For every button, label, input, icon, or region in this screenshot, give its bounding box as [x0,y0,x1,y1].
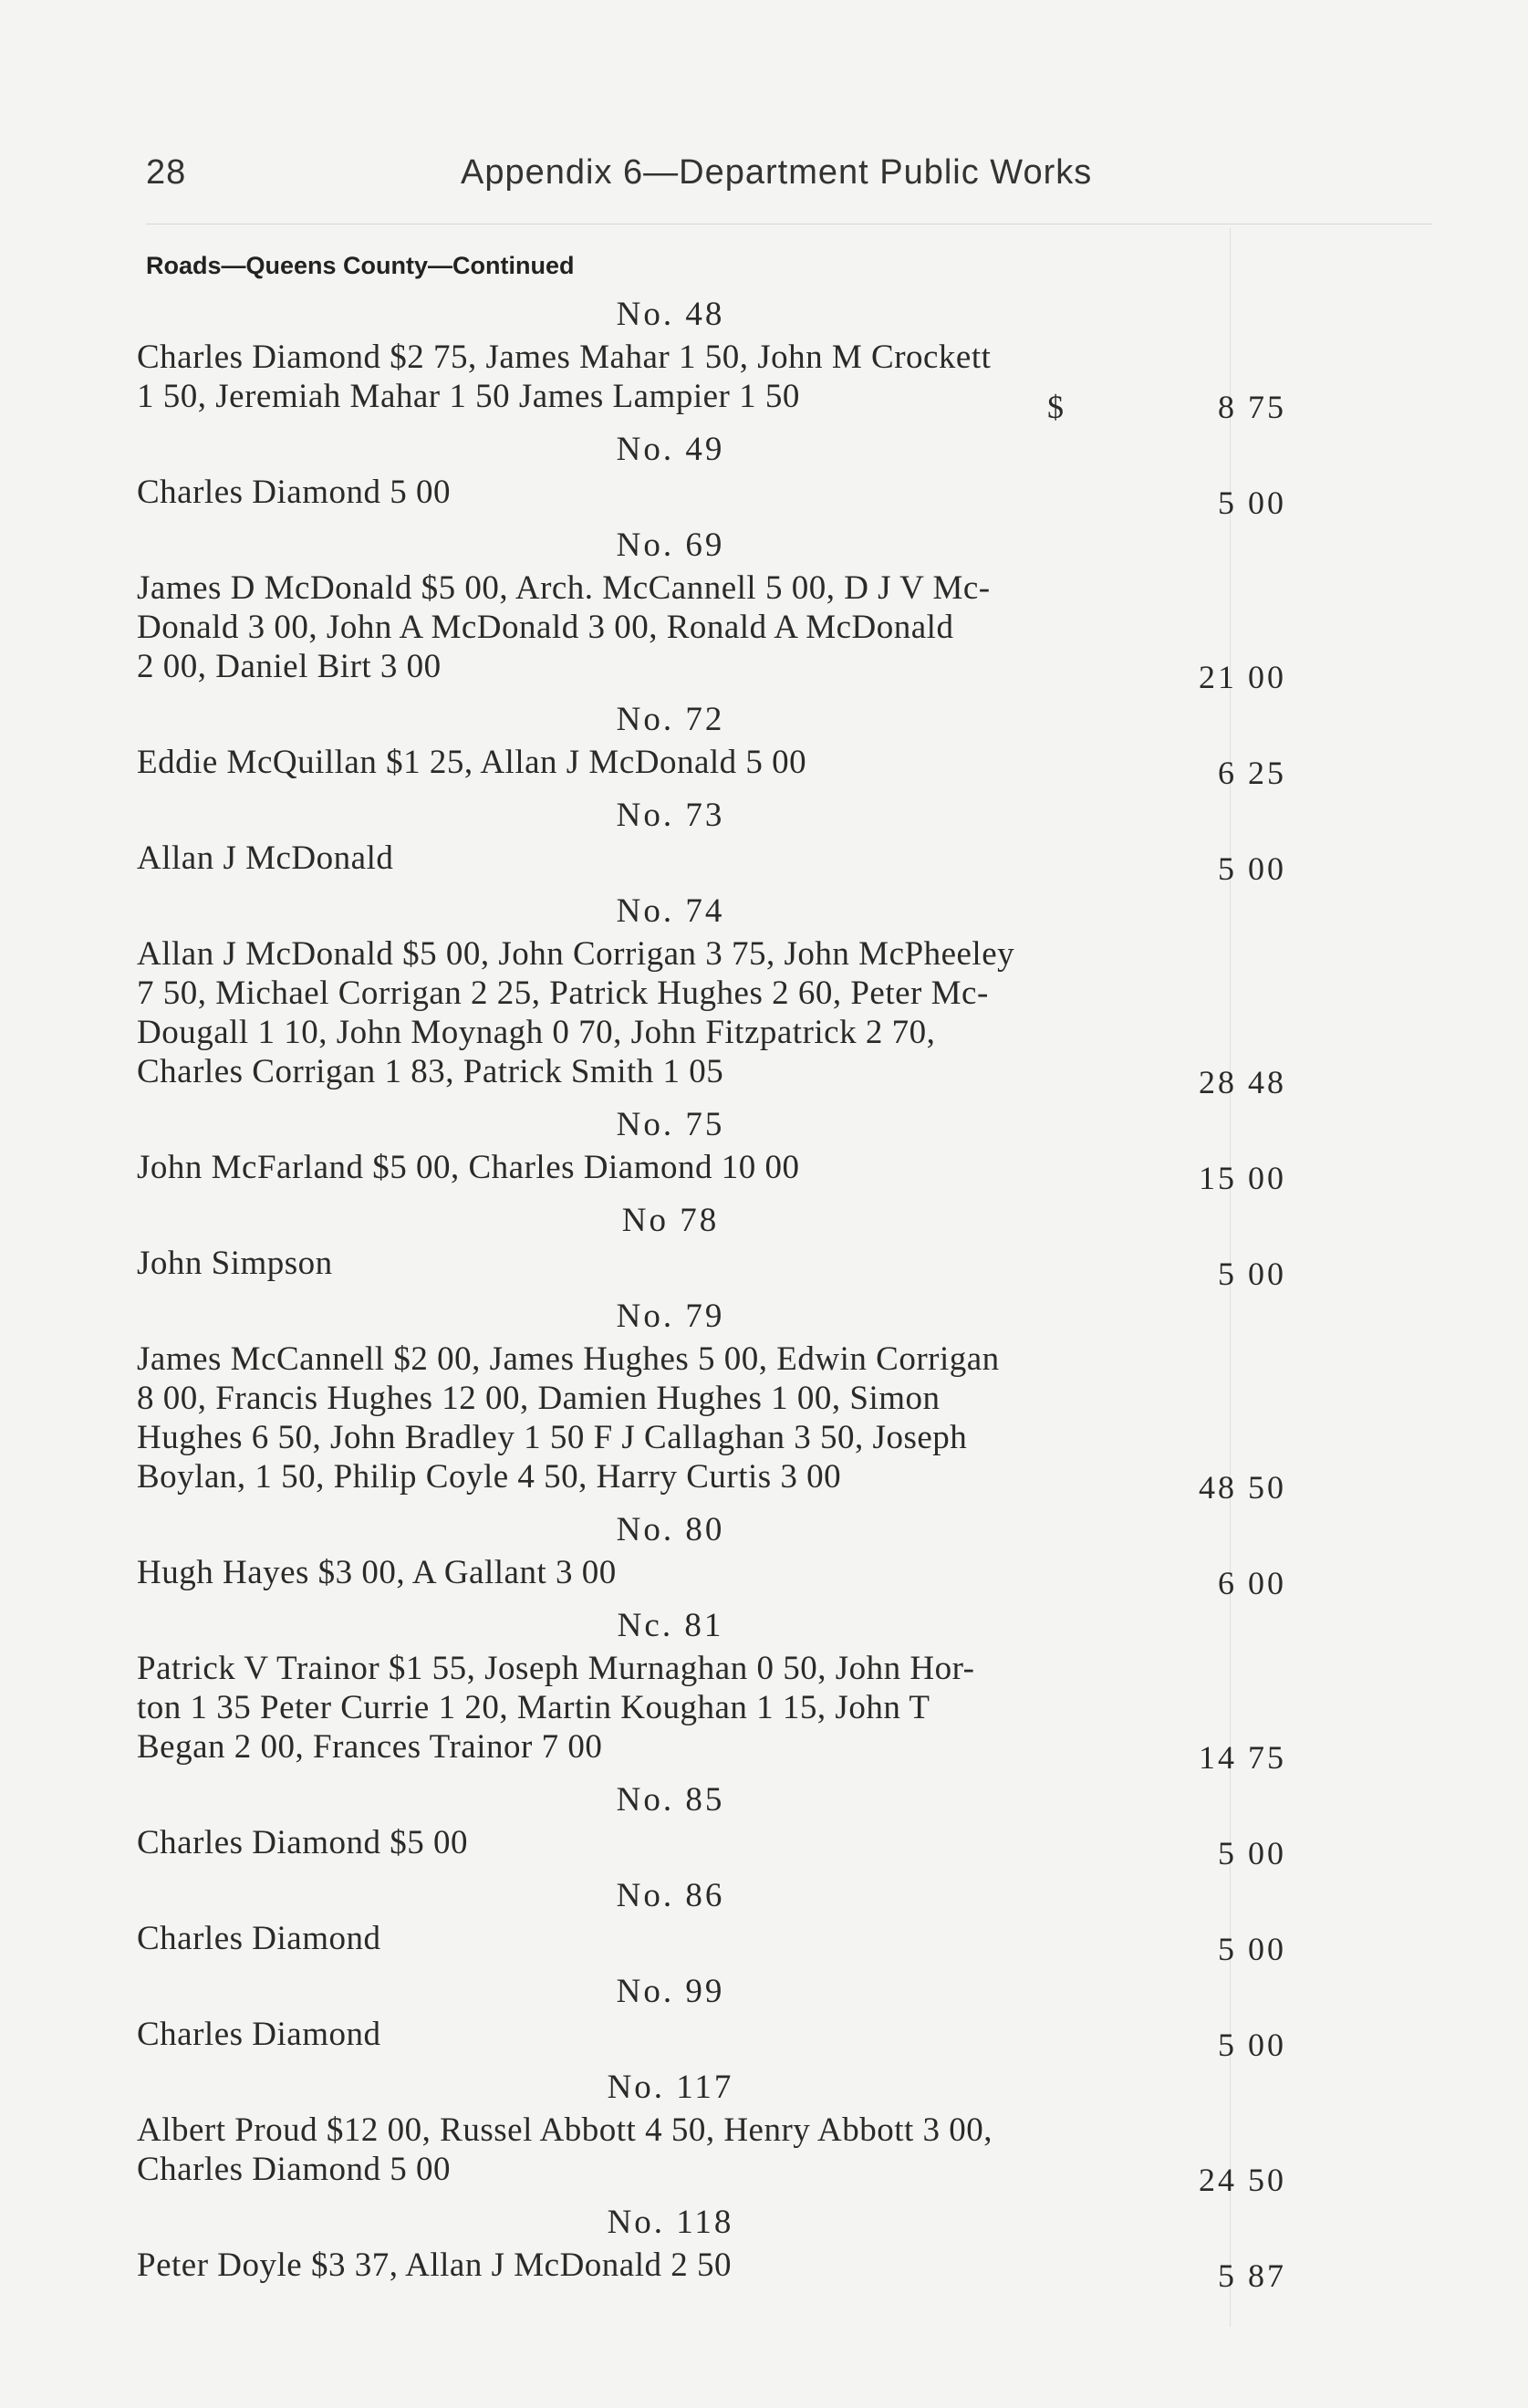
entry-amount [1067,1564,1286,1603]
entry-body [137,2111,1286,2198]
amount-value: 6 25 [1218,755,1286,791]
road-entry [137,889,1460,1102]
entry-line: Charles Diamond 5 00 [137,474,451,511]
entry-line: James D McDonald $5 00, Arch. McCannell 5 00, D J V Mc- [137,569,991,607]
road-number: No. 48 [616,296,725,333]
entry-amount [1067,658,1286,697]
road-number: No. 99 [616,1973,725,2010]
road-number: No. 117 [607,2069,734,2106]
road-entry [137,427,1460,523]
entry-body [137,1340,1286,1506]
amount-value: 21 00 [1199,659,1286,695]
road-entry [137,1777,1460,1873]
entry-line: Charles Corrigan 1 83, Patrick Smith 1 05 [137,1053,724,1090]
road-number: No. 86 [616,1877,725,1914]
road-entry [137,1969,1460,2065]
page-number: 28 [146,153,187,192]
entry-amount [1067,1063,1286,1102]
amount-value: 15 00 [1199,1160,1286,1196]
amount-value: 5 00 [1218,1931,1286,1967]
road-entry [137,292,1460,427]
entry-amount [1067,1930,1286,1969]
road-number: No. 75 [616,1106,725,1143]
amount-value: 5 00 [1218,1256,1286,1292]
amount-value: 5 00 [1218,2027,1286,2063]
entry-amount [1067,2161,1286,2200]
entry-line: Charles Diamond $5 00 [137,1824,468,1861]
entry-line: Boylan, 1 50, Philip Coyle 4 50, Harry Curtis 3 00 [137,1458,842,1496]
entry-line: James McCannell $2 00, James Hughes 5 00, Edwin Corrigan [137,1340,1000,1378]
entry-line: Charles Diamond $2 75, James Mahar 1 50, John M Crockett [137,339,992,376]
road-entry [137,2065,1460,2200]
amount-value: 5 00 [1218,1835,1286,1871]
entry-body [137,568,1286,695]
road-entry [137,1294,1460,1507]
entry-body [137,2015,1286,2063]
road-entry [137,1198,1460,1294]
entry-line: Patrick V Trainor $1 55, Joseph Murnaghan 0 50, John Hor- [137,1650,975,1687]
amount-value: 48 50 [1199,1469,1286,1506]
entry-line: 2 00, Daniel Birt 3 00 [137,648,442,685]
section-title: Roads—Queens County—Continued [146,252,575,279]
entry-body [137,1649,1286,1776]
entry-line: 8 00, Francis Hughes 12 00, Damien Hughes 1 00, Simon [137,1380,941,1417]
entry-line: Albert Proud $12 00, Russel Abbott 4 50, Henry Abbott 3 00, [137,2111,993,2149]
entry-amount [1067,1468,1286,1507]
road-entry [137,697,1460,793]
entry-body [137,338,1286,425]
entry-amount [1067,754,1286,793]
entry-line: Eddie McQuillan $1 25, Allan J McDonald 5 00 [137,744,807,781]
entry-amount [1067,1255,1286,1294]
road-entry [137,1102,1460,1198]
road-number: No. 49 [616,431,725,468]
entry-body [137,1919,1286,1967]
entry-body [137,743,1286,791]
road-number: No. 69 [616,526,725,564]
amount-value: 8 75 [1218,389,1286,425]
road-number: No. 85 [616,1781,725,1819]
page-header [146,153,1432,208]
entry-amount [1067,2257,1286,2296]
entry-line: Allan J McDonald [137,839,394,877]
entry-body [137,473,1286,521]
entry-amount [1067,1738,1286,1777]
road-entry [137,1873,1460,1969]
road-entry [137,523,1460,697]
entry-amount [1047,388,1286,427]
road-entry [137,793,1460,889]
road-number: No. 74 [616,892,725,930]
entry-line: 7 50, Michael Corrigan 2 25, Patrick Hughes 2 60, Peter Mc- [137,975,989,1012]
entries-list [137,292,1460,2296]
entry-amount [1067,850,1286,889]
entry-line: Peter Doyle $3 37, Allan J McDonald 2 50 [137,2246,732,2284]
entry-amount [1067,1834,1286,1873]
entry-body [137,934,1286,1100]
road-number: No. 72 [616,701,725,738]
entry-body [137,1148,1286,1196]
road-number: No. 79 [616,1298,725,1335]
entry-body [137,839,1286,887]
page-title: Appendix 6—Department Public Works [461,153,1093,192]
dollar-sign: $ [1047,389,1066,425]
entry-amount [1067,2026,1286,2065]
entry-line: Began 2 00, Frances Trainor 7 00 [137,1728,603,1766]
entry-line: Hughes 6 50, John Bradley 1 50 F J Callaghan 3 50, Joseph [137,1419,968,1456]
entry-line: Charles Diamond [137,2016,381,2053]
entry-body [137,2246,1286,2294]
entry-body [137,1244,1286,1292]
entry-line: Hugh Hayes $3 00, A Gallant 3 00 [137,1554,617,1591]
entry-line: John Simpson [137,1245,333,1282]
entry-amount [1067,1159,1286,1198]
road-entry [137,2200,1460,2296]
entry-line: Donald 3 00, John A McDonald 3 00, Ronald A McDonald [137,609,954,646]
entry-line: Allan J McDonald $5 00, John Corrigan 3 75, John McPheeley [137,935,1015,973]
amount-value: 28 48 [1199,1064,1286,1100]
entry-line: Charles Diamond 5 00 [137,2151,451,2188]
amount-value: 5 87 [1218,2257,1286,2294]
entry-line: Dougall 1 10, John Moynagh 0 70, John Fitzpatrick 2 70, [137,1014,936,1051]
entry-line: Charles Diamond [137,1920,381,1957]
road-number: No 78 [621,1202,720,1239]
entry-body [137,1553,1286,1601]
entry-amount [1067,484,1286,523]
entry-line: John McFarland $5 00, Charles Diamond 10 00 [137,1149,800,1186]
amount-value: 24 50 [1199,2162,1286,2198]
road-entry [137,1603,1460,1777]
road-number: No. 73 [616,797,725,834]
entry-line: ton 1 35 Peter Currie 1 20, Martin Koughan 1 15, John T [137,1689,930,1726]
entry-line: 1 50, Jeremiah Mahar 1 50 James Lampier 1 50 [137,378,800,415]
road-number: No. 118 [607,2204,734,2241]
amount-value: 5 00 [1218,485,1286,521]
road-number: Nc. 81 [617,1607,724,1644]
amount-value: 14 75 [1199,1739,1286,1776]
road-number: No. 80 [616,1511,725,1548]
amount-value: 5 00 [1218,850,1286,887]
road-entry [137,1507,1460,1603]
entry-body [137,1823,1286,1871]
amount-value: 6 00 [1218,1565,1286,1601]
